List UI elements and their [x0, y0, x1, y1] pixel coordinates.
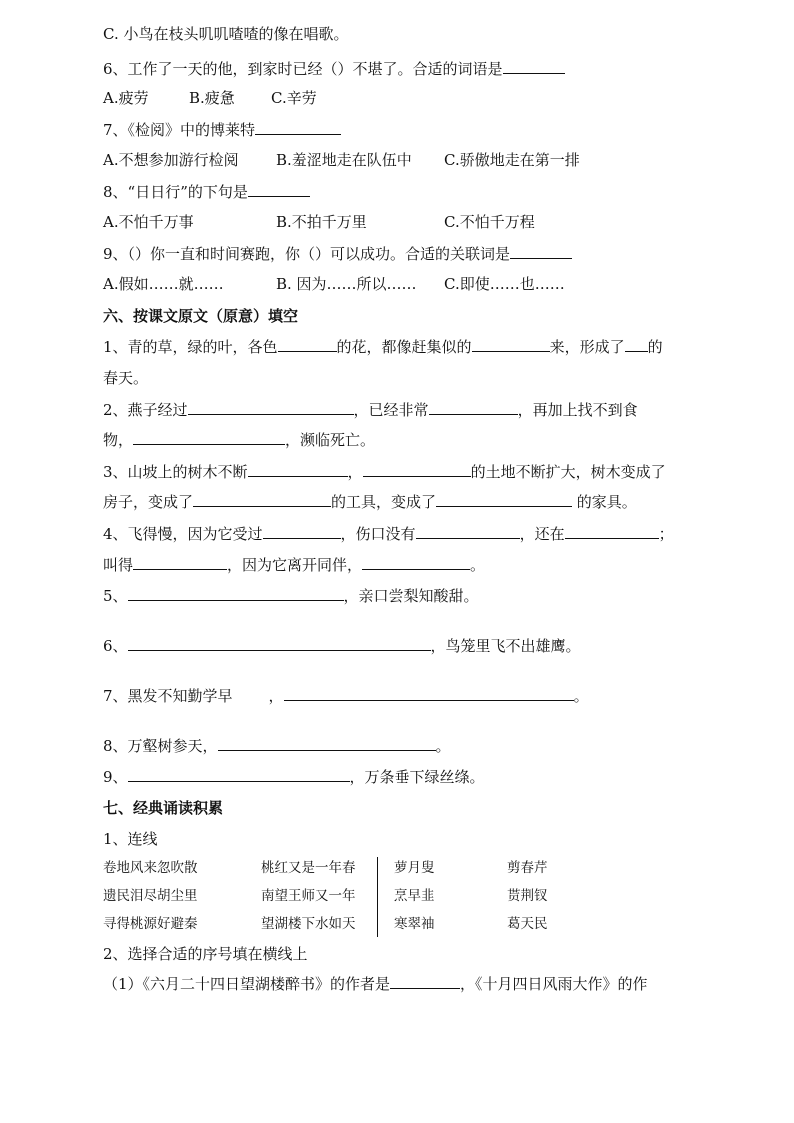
- fill-5: 5、 ，亲口尝梨知酸甜。: [103, 587, 479, 605]
- answer-blank[interactable]: [362, 555, 470, 570]
- match-item[interactable]: 寒翠袖: [394, 916, 435, 932]
- option-line: C. 小鸟在枝头叽叽喳喳的像在唱歌。: [103, 25, 349, 43]
- match-item[interactable]: 贳荆钗: [507, 888, 548, 904]
- option-b: B. 因为……所以……: [276, 275, 417, 293]
- answer-blank[interactable]: [133, 555, 227, 570]
- answer-blank[interactable]: [416, 524, 520, 539]
- option-a: A.疲劳: [103, 89, 149, 107]
- option-a: A.不想参加游行检阅: [103, 151, 239, 169]
- answer-blank[interactable]: [503, 59, 565, 74]
- question-8-options: [103, 212, 535, 232]
- option-b: B.疲惫: [189, 89, 235, 107]
- fill-6: 6、 ，鸟笼里飞不出雄鹰。: [103, 637, 581, 655]
- answer-blank[interactable]: [128, 636, 431, 651]
- option-c: C.辛劳: [271, 89, 317, 107]
- option-b: B.不拍千万里: [276, 213, 367, 231]
- fill-1-cont: 春天。: [103, 369, 149, 387]
- answer-blank[interactable]: [128, 767, 350, 782]
- option-a: A.不怕千万事: [103, 213, 194, 231]
- match-item[interactable]: 葛天民: [507, 916, 548, 932]
- answer-blank[interactable]: [390, 974, 460, 989]
- option-c: C.不怕千万程: [444, 213, 535, 231]
- fill-2-cont: 物， ，濒临死亡。: [103, 431, 376, 449]
- answer-blank[interactable]: [565, 524, 659, 539]
- sub-question-1: 1、连线: [103, 830, 158, 848]
- option-c: C.即使……也……: [444, 275, 565, 293]
- answer-blank[interactable]: [429, 400, 518, 415]
- answer-blank[interactable]: [218, 736, 436, 751]
- answer-blank[interactable]: [255, 120, 341, 135]
- fill-3-cont: 房子，变成了 的工具，变成了 的家具。: [103, 493, 637, 511]
- question-6: 6、工作了一天的他，到家时已经（）不堪了。合适的词语是: [103, 59, 565, 79]
- fill-7: 7、黑发不知勤学早 ， 。: [103, 687, 589, 705]
- match-item[interactable]: 桃红又是一年春: [261, 860, 356, 876]
- match-item[interactable]: 卷地风来忽吹散: [103, 860, 198, 876]
- section-6-title: 六、按课文原文（原意）填空: [103, 307, 299, 325]
- question-9: 9、（）你一直和时间赛跑，你（）可以成功。合适的关联词是: [103, 244, 572, 264]
- answer-blank[interactable]: [263, 524, 341, 539]
- match-item[interactable]: 萝月叟: [394, 860, 435, 876]
- fill-2: 2、燕子经过 ，已经非常 ，再加上找不到食: [103, 401, 638, 419]
- answer-blank[interactable]: [188, 400, 354, 415]
- option-b: B.羞涩地走在队伍中: [276, 151, 412, 169]
- fill-4: 4、飞得慢，因为它受过 ，伤口没有 ，还在 ；: [103, 525, 674, 543]
- match-item[interactable]: 望湖楼下水如天: [261, 916, 356, 932]
- question-7: 7、《检阅》中的博莱特: [103, 120, 341, 140]
- match-item[interactable]: 烹早韭: [394, 888, 435, 904]
- answer-blank[interactable]: [193, 492, 331, 507]
- answer-blank[interactable]: [510, 244, 572, 259]
- option-a: A.假如……就……: [103, 275, 224, 293]
- match-item[interactable]: 剪春芹: [507, 860, 548, 876]
- fill-3: 3、山坡上的树木不断 ， 的土地不断扩大，树木变成了: [103, 463, 666, 481]
- section-7-title: 七、经典诵读积累: [103, 799, 224, 817]
- fill-9: 9、 ，万条垂下绿丝绦。: [103, 768, 485, 786]
- answer-blank[interactable]: [625, 337, 648, 352]
- match-item[interactable]: 寻得桃源好避秦: [103, 916, 198, 932]
- answer-blank[interactable]: [278, 337, 337, 352]
- answer-blank[interactable]: [128, 586, 344, 601]
- fill-4-cont: 叫得 ，因为它离开同伴， 。: [103, 556, 486, 574]
- question-9-options: [103, 274, 565, 294]
- answer-blank[interactable]: [436, 492, 572, 507]
- answer-blank[interactable]: [284, 686, 574, 701]
- question-8: 8、“日日行”的下句是: [103, 182, 310, 202]
- answer-blank[interactable]: [248, 462, 348, 477]
- fill-1: 1、青的草，绿的叶，各色 的花，都像赶集似的 来，形成了 的: [103, 338, 663, 356]
- question-6-options: [103, 88, 317, 108]
- answer-blank[interactable]: [248, 182, 310, 197]
- sub-question-2-1: （1）《六月二十四日望湖楼醉书》的作者是 ，《十月四日风雨大作》的作: [103, 975, 648, 993]
- match-item[interactable]: 南望王师又一年: [261, 888, 356, 904]
- option-c: C.骄傲地走在第一排: [444, 151, 580, 169]
- answer-blank[interactable]: [472, 337, 550, 352]
- fill-8: 8、万壑树参天， 。: [103, 737, 451, 755]
- match-item[interactable]: 遗民泪尽胡尘里: [103, 888, 198, 904]
- sub-question-2: 2、选择合适的序号填在横线上: [103, 945, 308, 963]
- answer-blank[interactable]: [363, 462, 471, 477]
- column-divider: [377, 857, 378, 937]
- answer-blank[interactable]: [133, 430, 285, 445]
- question-7-options: [103, 150, 580, 170]
